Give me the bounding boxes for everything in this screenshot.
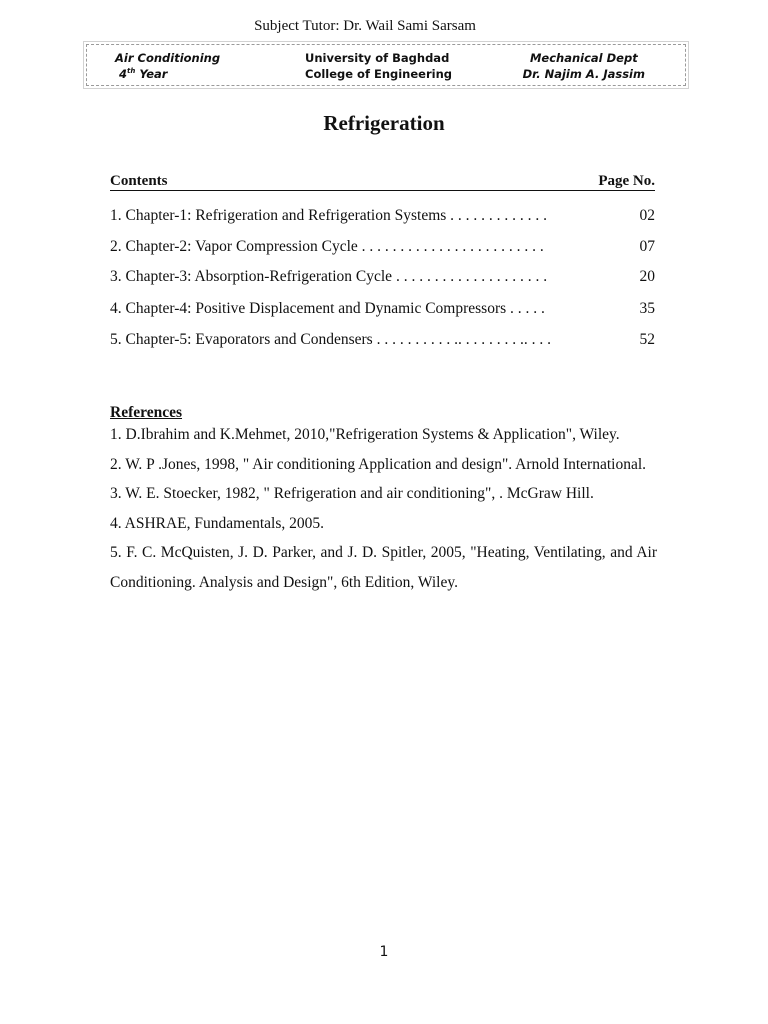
year-number: 4 (119, 67, 128, 81)
page-number: 1 (379, 944, 389, 960)
header-right (523, 50, 645, 82)
course-name: Air Conditioning (115, 51, 221, 65)
header-box (86, 44, 686, 86)
header-left (115, 50, 220, 82)
toc-item-text: 1. Chapter-1: Refrigeration and Refrigeration Systems . . . . . . . . . . . . . (110, 207, 548, 224)
toc-item-text: 5. Chapter-5: Evaporators and Condensers . . . . . . . . . . .. . . . . . . . .. . . . (110, 331, 551, 348)
toc-item-page: 07 (639, 238, 655, 255)
toc-item[interactable] (110, 299, 655, 319)
department-name: Mechanical Dept (529, 51, 638, 65)
page-title: Refrigeration (323, 111, 445, 135)
reference-item: 4. ASHRAE, Fundamentals, 2005. (110, 514, 324, 532)
toc-item-page: 35 (639, 300, 655, 317)
toc-item[interactable] (110, 267, 655, 287)
lecturer-name: Dr. Najim A. Jassim (522, 67, 645, 81)
toc-item[interactable] (110, 206, 655, 226)
toc-item-text: 2. Chapter-2: Vapor Compression Cycle . . . . . . . . . . . . . . . . . . . . . . . . (110, 238, 544, 255)
contents-heading (110, 172, 655, 191)
page-no-label: Page No. (598, 173, 655, 189)
toc-item[interactable] (110, 330, 655, 350)
references-list (110, 420, 657, 597)
year-word: Year (139, 67, 168, 81)
header-center (305, 50, 452, 82)
university-name: University of Baghdad (305, 51, 450, 65)
toc-item-text: 4. Chapter-4: Positive Displacement and Dynamic Compressors . . . . . (110, 300, 545, 317)
references-heading: References (110, 404, 183, 421)
toc-item-text: 3. Chapter-3: Absorption-Refrigeration Cycle . . . . . . . . . . . . . . . . . . . . (110, 268, 548, 285)
year-suffix: th (127, 67, 136, 75)
toc-item-page: 20 (639, 268, 655, 285)
college-name: College of Engineering (305, 67, 453, 81)
reference-item: 2. W. P .Jones, 1998, " Air conditioning Application and design". Arnold International. (110, 455, 647, 473)
toc-item[interactable] (110, 237, 655, 257)
course-year (115, 66, 220, 82)
reference-item: 5. F. C. McQuisten, J. D. Parker, and J. D. Spitler, 2005, "Heating, Ventilating, and Air Conditioning. Analysis and Design", 6th Edition, Wiley. (110, 544, 657, 591)
toc-item-page: 52 (639, 331, 655, 348)
toc-item-page: 02 (639, 207, 655, 224)
subject-tutor: Subject Tutor: Dr. Wail Sami Sarsam (254, 18, 476, 34)
contents-label: Contents (110, 173, 168, 189)
reference-item: 3. W. E. Stoecker, 1982, " Refrigeration and air conditioning", . McGraw Hill. (110, 485, 594, 502)
reference-item: 1. D.Ibrahim and K.Mehmet, 2010,"Refrigeration Systems & Application", Wiley. (110, 426, 620, 443)
